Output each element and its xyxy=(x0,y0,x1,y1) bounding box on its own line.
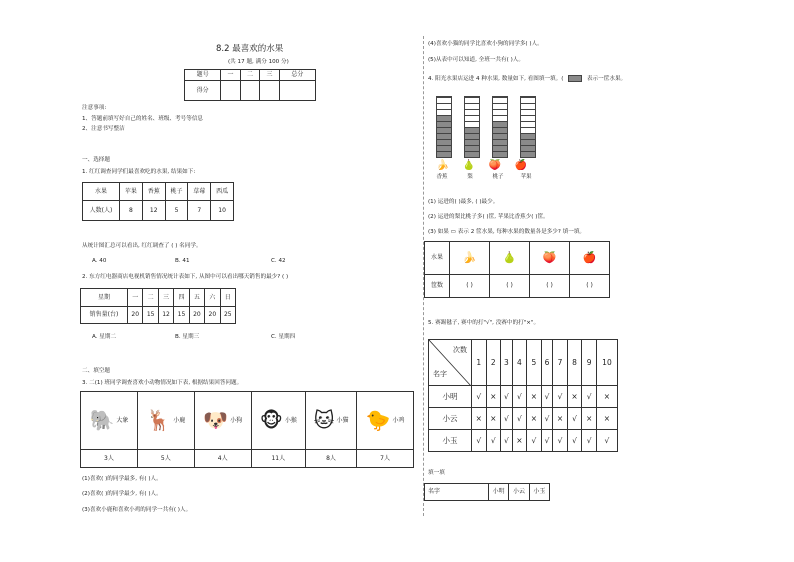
animal-cell xyxy=(137,392,194,450)
attempt-number: 8 xyxy=(567,340,582,386)
blank-line: (5)从表中可以知道, 全班一共有( )人。 xyxy=(428,57,524,63)
fruit-label: 香蕉 xyxy=(436,173,448,180)
table-header: 桃子 xyxy=(165,183,188,201)
attempt-number: 5 xyxy=(527,340,542,386)
animal-icon: 🦌 xyxy=(146,408,172,432)
blank-line: (1)喜欢( )的同学最多, 有( )人。 xyxy=(82,476,162,482)
bar-unit xyxy=(465,151,479,157)
question-text: 5. 赛踢毽子, 赛中的打"√", 没赛中的打"×"。 xyxy=(428,320,540,326)
table-header: 小云 xyxy=(509,484,529,501)
note-item: 2、注意书写整洁 xyxy=(82,126,125,132)
banana-icon: 🍌 xyxy=(450,242,490,275)
bar-strip-梨 xyxy=(464,96,480,158)
table-header: 四 xyxy=(174,289,189,307)
attempt-number: 10 xyxy=(596,340,617,386)
fruit-label: 桃子 xyxy=(492,173,504,180)
table-header: 小明 xyxy=(489,484,509,501)
mark-cell: √ xyxy=(541,386,553,408)
mark-cell: × xyxy=(486,386,501,408)
mark-cell: × xyxy=(512,430,527,452)
fruit-label: 苹果 xyxy=(520,173,532,180)
animal-table xyxy=(80,391,414,468)
table-row xyxy=(429,386,618,408)
answer-cell[interactable]: ( ) xyxy=(570,275,610,298)
bar-unit xyxy=(493,151,507,157)
mark-cell: √ xyxy=(512,386,527,408)
animal-count: 11人 xyxy=(251,450,305,468)
table-header: 三 xyxy=(158,289,173,307)
blank-line: (3)喜欢小鹿和喜欢小鸡的同学一共有( )人。 xyxy=(82,507,192,513)
mark-cell: √ xyxy=(582,386,597,408)
animal-cell xyxy=(194,392,251,450)
table-cell: 20 xyxy=(128,307,143,324)
mark-cell: √ xyxy=(582,430,597,452)
bar-strip-香蕉 xyxy=(436,96,452,158)
mark-cell: × xyxy=(567,386,582,408)
notes-heading: 注意事项: xyxy=(82,105,107,111)
blank-line: (2)喜欢( )的同学最少, 有( )人。 xyxy=(82,491,162,497)
corner-cell xyxy=(429,340,472,386)
q4-text: 4. 阳光水果店运进 4 种水果, 数量如下, 看图填一填。( xyxy=(428,76,564,82)
peach-icon: 🍑 xyxy=(530,242,570,275)
blank-line: (4)喜欢小猫的同学比喜欢小狗的同学多( )人。 xyxy=(428,41,543,47)
fruit-icon: 🍑 xyxy=(488,160,502,171)
question-text xyxy=(428,75,626,83)
table-cell: 20 xyxy=(189,307,204,324)
animal-icon: 🐱 xyxy=(313,408,335,432)
question-text: 1. 红红调查同学们最喜欢吃的水果, 结果如下: xyxy=(82,169,196,175)
note-item: 1、答题前填写好自己的姓名、班级、考号等信息 xyxy=(82,116,204,122)
animal-icon: 🐵 xyxy=(259,408,283,432)
table-cell: 20 xyxy=(205,307,220,324)
animal-label: 小猫 xyxy=(336,416,349,424)
table-header: 星期 xyxy=(81,289,128,307)
table-header: 苹果 xyxy=(120,183,143,201)
page-subtitle: (共 17 题, 满分 100 分) xyxy=(228,59,289,65)
score-header-cell: 题号 xyxy=(185,70,221,81)
mark-cell: √ xyxy=(527,430,542,452)
question-text: 从统计图汇总可以看出, 红红调查了 ( ) 名同学。 xyxy=(82,243,202,249)
page-title: 8.2 最喜欢的水果 xyxy=(216,44,284,54)
fruit-bar-chart xyxy=(434,96,544,192)
score-input-cell[interactable] xyxy=(279,81,315,101)
mark-cell: √ xyxy=(553,430,568,452)
score-header-cell: 总分 xyxy=(279,70,315,81)
table-row xyxy=(429,430,618,452)
blank-line: (3) 如果 ▭ 表示 2 筐水果, 每种水果的数量各是多少? 填一填。 xyxy=(428,229,586,235)
table-header: 六 xyxy=(205,289,220,307)
table-header: 日 xyxy=(220,289,235,307)
table-header: 西瓜 xyxy=(211,183,234,201)
fruit-icon: 🍎 xyxy=(514,160,528,171)
score-input-cell[interactable] xyxy=(221,81,241,101)
row-name: 小明 xyxy=(429,386,472,408)
animal-cell xyxy=(357,392,414,450)
mark-cell: √ xyxy=(486,430,501,452)
table-row xyxy=(429,408,618,430)
legend-swatch xyxy=(568,75,582,82)
mark-cell: √ xyxy=(596,430,617,452)
table-cell: 15 xyxy=(143,307,158,324)
option-a[interactable]: A. 40 xyxy=(92,258,107,264)
fruit-icon: 🍐 xyxy=(462,160,476,171)
animal-cell xyxy=(305,392,356,450)
animal-label: 小猴 xyxy=(284,416,297,424)
legend-text: 表示一筐水果。 xyxy=(586,76,627,82)
table-header: 五 xyxy=(189,289,204,307)
blank-line: (2) 运进的梨比桃子多( )筐, 苹果比香蕉少( )筐。 xyxy=(428,214,549,220)
option-c[interactable]: C. 星期四 xyxy=(271,334,296,340)
row-name: 小玉 xyxy=(429,430,472,452)
corner-bottom-label: 名字 xyxy=(433,370,447,379)
attempt-number: 4 xyxy=(512,340,527,386)
table-cell: 12 xyxy=(158,307,173,324)
question-text: 3. 二(1) 班同学调查喜欢小动物情况如下表, 根据结果回答问题。 xyxy=(82,380,243,386)
answer-cell[interactable]: ( ) xyxy=(490,275,530,298)
animal-label: 小狗 xyxy=(230,416,243,424)
table-cell: 15 xyxy=(174,307,189,324)
mark-cell: × xyxy=(527,408,542,430)
mark-cell: √ xyxy=(553,386,568,408)
corner-top-label: 次数 xyxy=(453,346,467,354)
option-c[interactable]: C. 42 xyxy=(271,258,286,264)
table-header: 名字 xyxy=(425,484,489,501)
animal-count: 4人 xyxy=(194,450,251,468)
tv-sales-table xyxy=(80,288,236,324)
apple-icon: 🍎 xyxy=(570,242,610,275)
shuttlecock-table xyxy=(428,339,618,452)
mark-cell: × xyxy=(596,408,617,430)
animal-icon: 🐘 xyxy=(89,408,115,432)
answer-cell[interactable]: ( ) xyxy=(530,275,570,298)
bar-unit xyxy=(521,151,535,157)
table-cell: 8 xyxy=(120,201,143,221)
bar-strip-桃子 xyxy=(492,96,508,158)
animal-cell xyxy=(81,392,138,450)
score-input-cell[interactable] xyxy=(260,81,280,101)
table-cell: 12 xyxy=(142,201,165,221)
fruit-icon: 🍌 xyxy=(436,160,450,171)
mark-cell: √ xyxy=(567,408,582,430)
answer-cell[interactable]: ( ) xyxy=(450,275,490,298)
mark-cell: √ xyxy=(472,386,487,408)
score-header-cell: 二 xyxy=(240,70,260,81)
attempt-number: 2 xyxy=(486,340,501,386)
table-header: 草莓 xyxy=(188,183,211,201)
question-text: 2. 东方红电器商店电视机销售情况统计表如下, 从图中可以看出哪天销售的最少? ( ) xyxy=(82,274,289,280)
mark-cell: √ xyxy=(501,408,513,430)
animal-count: 8人 xyxy=(305,450,356,468)
option-b[interactable]: B. 星期三 xyxy=(175,334,200,340)
mark-cell: × xyxy=(527,386,542,408)
score-table xyxy=(184,69,316,101)
mark-cell: √ xyxy=(512,408,527,430)
attempt-number: 9 xyxy=(582,340,597,386)
table-cell: 25 xyxy=(220,307,235,324)
mark-cell: √ xyxy=(501,386,513,408)
table-header: 筐数 xyxy=(425,275,450,298)
option-b[interactable]: B. 41 xyxy=(175,258,190,264)
animal-label: 小鹿 xyxy=(173,416,186,424)
animal-cell xyxy=(251,392,305,450)
mark-cell: × xyxy=(486,408,501,430)
animal-count: 3人 xyxy=(81,450,138,468)
table-header: 二 xyxy=(143,289,158,307)
table-header: 小玉 xyxy=(529,484,549,501)
mark-cell: √ xyxy=(541,408,553,430)
table-header: 水果 xyxy=(83,183,120,201)
score-label-cell: 得分 xyxy=(185,81,221,101)
fill-name-table xyxy=(424,483,550,501)
table-header: 香蕉 xyxy=(142,183,165,201)
row-name: 小云 xyxy=(429,408,472,430)
table-cell: 5 xyxy=(165,201,188,221)
option-a[interactable]: A. 星期二 xyxy=(92,334,117,340)
attempt-number: 7 xyxy=(553,340,568,386)
section-heading: 一、选择题 xyxy=(82,157,110,163)
animal-label: 小鸡 xyxy=(392,416,405,424)
animal-icon: 🐤 xyxy=(365,408,391,432)
mark-cell: × xyxy=(596,386,617,408)
score-header-cell: 一 xyxy=(221,70,241,81)
mark-cell: √ xyxy=(472,430,487,452)
fruit-label: 梨 xyxy=(467,173,473,180)
bar-unit xyxy=(437,151,451,157)
animal-label: 大象 xyxy=(116,416,129,424)
mark-cell: √ xyxy=(541,430,553,452)
attempt-number: 3 xyxy=(501,340,513,386)
attempt-number: 6 xyxy=(541,340,553,386)
pear-icon: 🍐 xyxy=(490,242,530,275)
table-cell: 销售量(台) xyxy=(81,307,128,324)
attempt-number: 1 xyxy=(472,340,487,386)
table-cell: 10 xyxy=(211,201,234,221)
animal-count: 5人 xyxy=(137,450,194,468)
fill-heading: 填一填 xyxy=(428,470,445,476)
blank-line: (1) 运进的( )最多, ( )最少。 xyxy=(428,199,499,205)
mark-cell: × xyxy=(553,408,568,430)
section-heading: 二、填空题 xyxy=(82,368,110,374)
mark-cell: × xyxy=(582,408,597,430)
fruit-count-table xyxy=(82,182,234,221)
score-input-cell[interactable] xyxy=(240,81,260,101)
mark-cell: √ xyxy=(501,430,513,452)
fruit-fill-table xyxy=(424,241,610,298)
table-header: 水果 xyxy=(425,242,450,275)
mark-cell: √ xyxy=(567,430,582,452)
table-cell: 7 xyxy=(188,201,211,221)
mark-cell: × xyxy=(472,408,487,430)
table-header: 一 xyxy=(128,289,143,307)
animal-count: 7人 xyxy=(357,450,414,468)
animal-icon: 🐶 xyxy=(203,408,229,432)
bar-strip-苹果 xyxy=(520,96,536,158)
score-header-cell: 三 xyxy=(260,70,280,81)
table-cell: 人数(人) xyxy=(83,201,120,221)
